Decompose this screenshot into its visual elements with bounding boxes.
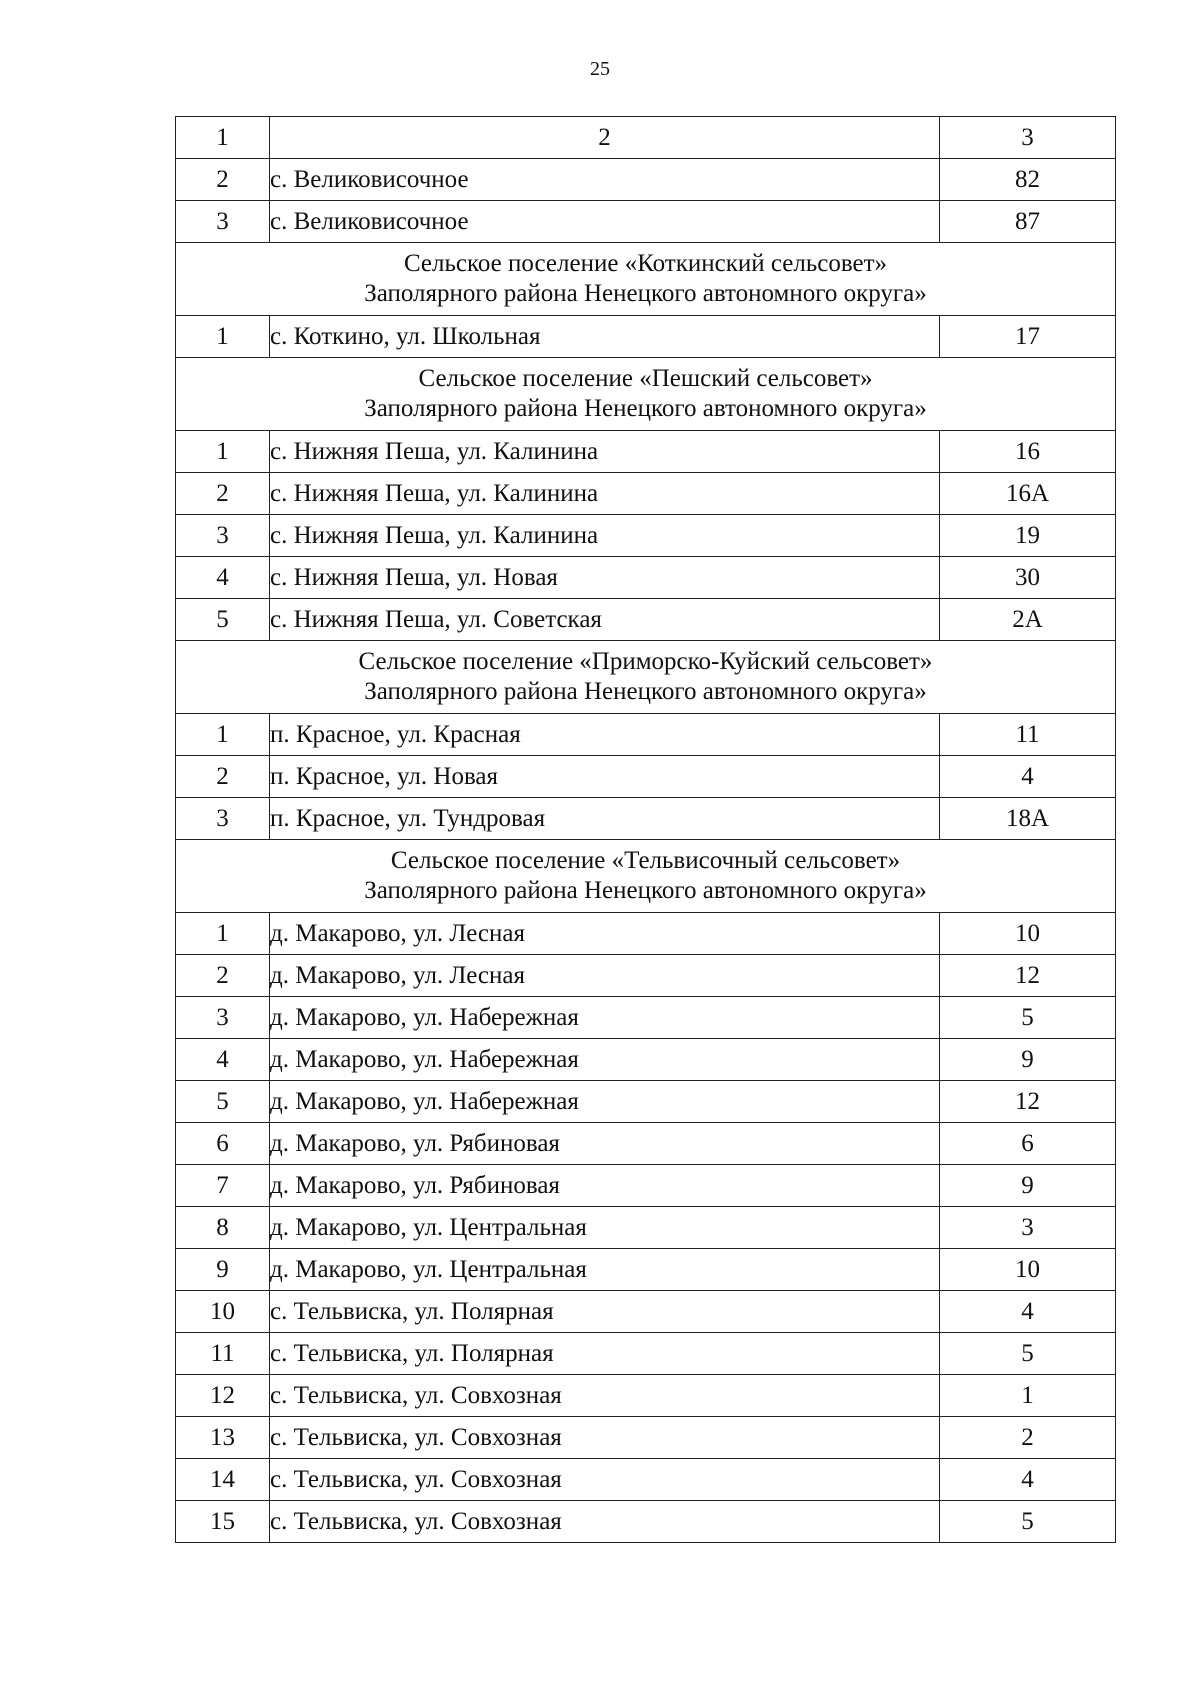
table-row	[176, 1123, 1116, 1165]
table-row	[176, 557, 1116, 599]
table-row	[176, 599, 1116, 641]
table-row	[176, 756, 1116, 798]
house-number-cell: 18А	[940, 798, 1116, 840]
house-number-cell: 2	[940, 1417, 1116, 1459]
header-row	[176, 117, 1116, 159]
table-row	[176, 431, 1116, 473]
address-cell: с. Великовисочное	[270, 159, 940, 201]
row-number: 8	[176, 1207, 270, 1249]
row-number: 3	[176, 515, 270, 557]
table-row	[176, 159, 1116, 201]
table-row	[176, 1417, 1116, 1459]
row-number: 6	[176, 1123, 270, 1165]
row-number: 11	[176, 1333, 270, 1375]
row-number: 1	[176, 714, 270, 756]
row-number: 1	[176, 913, 270, 955]
address-cell: д. Макарово, ул. Рябиновая	[270, 1123, 940, 1165]
address-cell: с. Нижняя Пеша, ул. Калинина	[270, 515, 940, 557]
row-number: 3	[176, 798, 270, 840]
table-row	[176, 201, 1116, 243]
row-number: 2	[176, 473, 270, 515]
settlement-heading-row	[176, 641, 1116, 714]
address-cell: д. Макарово, ул. Набережная	[270, 997, 940, 1039]
row-number: 12	[176, 1375, 270, 1417]
table-row	[176, 1207, 1116, 1249]
settlement-heading-line: Сельское поселение «Пешский сельсовет»	[418, 365, 873, 392]
table-row	[176, 955, 1116, 997]
house-number-cell: 9	[940, 1165, 1116, 1207]
house-number-cell: 2А	[940, 599, 1116, 641]
table-row	[176, 1375, 1116, 1417]
row-number: 2	[176, 159, 270, 201]
house-number-cell: 10	[940, 913, 1116, 955]
settlement-heading	[176, 358, 1116, 431]
address-cell: с. Тельвиска, ул. Совхозная	[270, 1417, 940, 1459]
row-number: 5	[176, 1081, 270, 1123]
address-cell: с. Коткино, ул. Школьная	[270, 316, 940, 358]
settlement-heading-line: Заполярного района Ненецкого автономного округа»	[364, 877, 927, 904]
table-row	[176, 1165, 1116, 1207]
table-row	[176, 1039, 1116, 1081]
table-row	[176, 1459, 1116, 1501]
row-number: 9	[176, 1249, 270, 1291]
row-number: 7	[176, 1165, 270, 1207]
address-cell: с. Тельвиска, ул. Совхозная	[270, 1501, 940, 1543]
header-cell-house: 3	[940, 117, 1116, 159]
settlement-heading-row	[176, 358, 1116, 431]
table-row	[176, 913, 1116, 955]
settlement-heading-row	[176, 840, 1116, 913]
row-number: 1	[176, 316, 270, 358]
house-number-cell: 4	[940, 1459, 1116, 1501]
header-cell-number: 1	[176, 117, 270, 159]
address-cell: д. Макарово, ул. Набережная	[270, 1081, 940, 1123]
page-number: 25	[590, 58, 610, 80]
row-number: 3	[176, 201, 270, 243]
settlement-heading-line: Сельское поселение «Тельвисочный сельсовет»	[390, 847, 901, 874]
address-cell: д. Макарово, ул. Рябиновая	[270, 1165, 940, 1207]
settlement-heading-line: Сельское поселение «Коткинский сельсовет»	[403, 250, 888, 277]
house-number-cell: 6	[940, 1123, 1116, 1165]
address-table-body	[176, 117, 1116, 1543]
address-cell: с. Тельвиска, ул. Полярная	[270, 1291, 940, 1333]
address-cell: с. Тельвиска, ул. Совхозная	[270, 1459, 940, 1501]
row-number: 5	[176, 599, 270, 641]
address-cell: д. Макарово, ул. Лесная	[270, 955, 940, 997]
row-number: 4	[176, 557, 270, 599]
house-number-cell: 3	[940, 1207, 1116, 1249]
house-number-cell: 4	[940, 1291, 1116, 1333]
row-number: 4	[176, 1039, 270, 1081]
address-cell: с. Тельвиска, ул. Полярная	[270, 1333, 940, 1375]
house-number-cell: 12	[940, 955, 1116, 997]
settlement-heading-line: Заполярного района Ненецкого автономного округа»	[364, 280, 927, 307]
table-row	[176, 316, 1116, 358]
address-cell: д. Макарово, ул. Лесная	[270, 913, 940, 955]
settlement-heading-line: Заполярного района Ненецкого автономного округа»	[364, 678, 927, 705]
house-number-cell: 82	[940, 159, 1116, 201]
row-number: 10	[176, 1291, 270, 1333]
row-number: 3	[176, 997, 270, 1039]
house-number-cell: 19	[940, 515, 1116, 557]
table-row	[176, 997, 1116, 1039]
address-cell: с. Нижняя Пеша, ул. Калинина	[270, 431, 940, 473]
settlement-heading	[176, 243, 1116, 316]
house-number-cell: 17	[940, 316, 1116, 358]
table-row	[176, 515, 1116, 557]
house-number-cell: 4	[940, 756, 1116, 798]
address-cell: д. Макарово, ул. Набережная	[270, 1039, 940, 1081]
table-row	[176, 1501, 1116, 1543]
settlement-heading	[176, 840, 1116, 913]
address-table	[175, 116, 1116, 1543]
house-number-cell: 12	[940, 1081, 1116, 1123]
settlement-heading	[176, 641, 1116, 714]
house-number-cell: 5	[940, 997, 1116, 1039]
address-cell: д. Макарово, ул. Центральная	[270, 1207, 940, 1249]
table-row	[176, 798, 1116, 840]
settlement-heading-line: Сельское поселение «Приморско-Куйский сельсовет»	[358, 648, 933, 675]
table-row	[176, 1291, 1116, 1333]
table-row	[176, 714, 1116, 756]
address-cell: п. Красное, ул. Красная	[270, 714, 940, 756]
header-cell-address: 2	[270, 117, 940, 159]
address-cell: д. Макарово, ул. Центральная	[270, 1249, 940, 1291]
row-number: 1	[176, 431, 270, 473]
address-cell: с. Великовисочное	[270, 201, 940, 243]
house-number-cell: 16А	[940, 473, 1116, 515]
row-number: 15	[176, 1501, 270, 1543]
table-row	[176, 1081, 1116, 1123]
address-cell: с. Нижняя Пеша, ул. Калинина	[270, 473, 940, 515]
address-cell: с. Нижняя Пеша, ул. Новая	[270, 557, 940, 599]
row-number: 14	[176, 1459, 270, 1501]
row-number: 2	[176, 756, 270, 798]
row-number: 13	[176, 1417, 270, 1459]
row-number: 2	[176, 955, 270, 997]
house-number-cell: 11	[940, 714, 1116, 756]
address-cell: с. Нижняя Пеша, ул. Советская	[270, 599, 940, 641]
address-cell: с. Тельвиска, ул. Совхозная	[270, 1375, 940, 1417]
table-row	[176, 473, 1116, 515]
house-number-cell: 1	[940, 1375, 1116, 1417]
settlement-heading-line: Заполярного района Ненецкого автономного округа»	[364, 395, 927, 422]
house-number-cell: 87	[940, 201, 1116, 243]
table-row	[176, 1333, 1116, 1375]
address-cell: п. Красное, ул. Тундровая	[270, 798, 940, 840]
settlement-heading-row	[176, 243, 1116, 316]
house-number-cell: 5	[940, 1501, 1116, 1543]
table-row	[176, 1249, 1116, 1291]
house-number-cell: 5	[940, 1333, 1116, 1375]
house-number-cell: 9	[940, 1039, 1116, 1081]
house-number-cell: 30	[940, 557, 1116, 599]
house-number-cell: 16	[940, 431, 1116, 473]
address-cell: п. Красное, ул. Новая	[270, 756, 940, 798]
house-number-cell: 10	[940, 1249, 1116, 1291]
